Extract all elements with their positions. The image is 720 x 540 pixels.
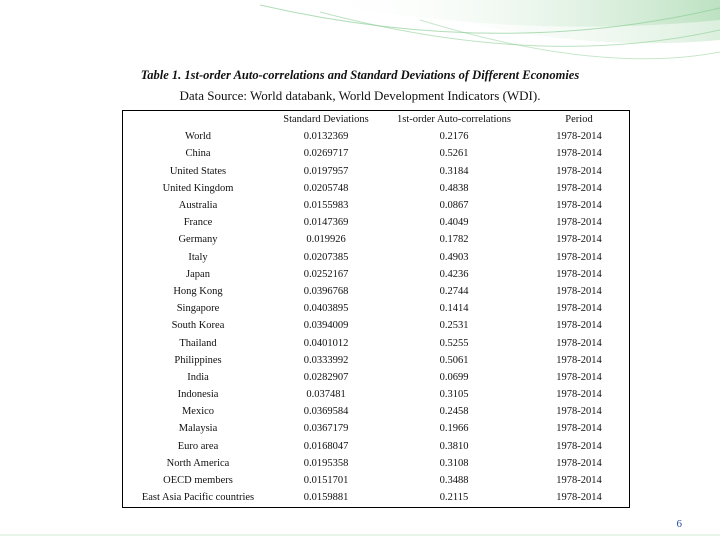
cell-autocorr: 0.5061: [439, 354, 469, 366]
header-std-dev: Standard Deviations: [283, 114, 369, 126]
table-row: [123, 334, 629, 351]
cell-std-dev: 0.0367179: [303, 423, 349, 435]
cell-economy: Germany: [178, 234, 218, 246]
table-row: [123, 283, 629, 300]
cell-period: 1978-2014: [556, 303, 602, 315]
cell-period: 1978-2014: [556, 182, 602, 194]
table-row: [123, 214, 629, 231]
cell-period: 1978-2014: [556, 337, 602, 349]
cell-autocorr: 0.1414: [439, 303, 469, 315]
cell-autocorr: 0.4903: [439, 251, 469, 263]
cell-economy: South Korea: [171, 320, 225, 332]
cell-std-dev: 0.019926: [306, 234, 346, 246]
page-number: 6: [676, 518, 682, 530]
cell-autocorr: 0.1782: [439, 234, 469, 246]
table-title: Table 1. 1st-order Auto-correlations and Standard Deviations of Different Economies: [140, 68, 580, 82]
cell-autocorr: 0.1966: [439, 423, 469, 435]
cell-economy: Thailand: [179, 337, 217, 349]
header-period: Period: [565, 114, 593, 126]
cell-std-dev: 0.0207385: [303, 251, 349, 263]
cell-economy: OECD members: [163, 475, 233, 487]
cell-economy: India: [187, 371, 209, 383]
cell-std-dev: 0.0252167: [303, 268, 349, 280]
cell-std-dev: 0.0159881: [303, 492, 349, 504]
cell-period: 1978-2014: [556, 492, 602, 504]
data-source-subtitle: Data Source: World databank, World Development Indicators (WDI).: [179, 88, 541, 103]
cell-autocorr: 0.2176: [439, 131, 469, 143]
cell-autocorr: 0.2744: [439, 285, 469, 297]
cell-std-dev: 0.0394009: [303, 320, 349, 332]
cell-std-dev: 0.0369584: [303, 406, 349, 418]
cell-economy: Singapore: [176, 303, 220, 315]
cell-period: 1978-2014: [556, 234, 602, 246]
cell-std-dev: 0.0205748: [303, 182, 349, 194]
table-row: [123, 420, 629, 437]
cell-period: 1978-2014: [556, 475, 602, 487]
cell-autocorr: 0.2458: [439, 406, 469, 418]
cell-economy: Italy: [188, 251, 208, 263]
cell-std-dev: 0.0269717: [303, 148, 349, 160]
cell-period: 1978-2014: [556, 217, 602, 229]
cell-std-dev: 0.0403895: [303, 303, 349, 315]
table-row: [123, 489, 629, 506]
table-row: [123, 403, 629, 420]
cell-economy: Philippines: [174, 354, 222, 366]
cell-autocorr: 0.2531: [439, 320, 469, 332]
header-autocorr: 1st-order Auto-correlations: [396, 114, 511, 126]
table-row: [123, 438, 629, 455]
cell-period: 1978-2014: [556, 371, 602, 383]
cell-period: 1978-2014: [556, 354, 602, 366]
cell-economy: World: [185, 131, 211, 143]
cell-autocorr: 0.3810: [439, 440, 469, 452]
cell-period: 1978-2014: [556, 200, 602, 212]
cell-period: 1978-2014: [556, 320, 602, 332]
cell-economy: France: [183, 217, 213, 229]
cell-economy: Australia: [178, 200, 218, 212]
cell-autocorr: 0.4236: [439, 268, 469, 280]
cell-economy: East Asia Pacific countries: [141, 492, 255, 504]
cell-economy: Mexico: [181, 406, 215, 418]
table-row: [123, 231, 629, 248]
cell-std-dev: 0.0132369: [303, 131, 349, 143]
table-row: [123, 266, 629, 283]
table-row: [123, 128, 629, 145]
cell-economy: Malaysia: [178, 423, 218, 435]
table-row: [123, 249, 629, 266]
cell-autocorr: 0.5255: [439, 337, 469, 349]
data-table: [122, 110, 630, 508]
cell-period: 1978-2014: [556, 148, 602, 160]
cell-std-dev: 0.0168047: [303, 440, 349, 452]
table-row: [123, 197, 629, 214]
cell-std-dev: 0.0333992: [303, 354, 349, 366]
cell-period: 1978-2014: [556, 423, 602, 435]
table-row: [123, 455, 629, 472]
table-row: [123, 352, 629, 369]
cell-autocorr: 0.3108: [439, 457, 469, 469]
cell-autocorr: 0.3488: [439, 475, 469, 487]
table-row: [123, 472, 629, 489]
cell-std-dev: 0.0147369: [303, 217, 349, 229]
cell-std-dev: 0.0197957: [303, 165, 349, 177]
cell-autocorr: 0.4838: [439, 182, 469, 194]
table-row: [123, 386, 629, 403]
table-header-row: [123, 111, 629, 128]
cell-std-dev: 0.037481: [306, 389, 346, 401]
cell-std-dev: 0.0282907: [303, 371, 349, 383]
cell-period: 1978-2014: [556, 285, 602, 297]
cell-period: 1978-2014: [556, 389, 602, 401]
cell-economy: Indonesia: [177, 389, 219, 401]
cell-economy: Japan: [186, 268, 210, 280]
cell-economy: Euro area: [177, 440, 219, 452]
cell-std-dev: 0.0401012: [303, 337, 349, 349]
table-row: [123, 369, 629, 386]
cell-economy: China: [185, 148, 211, 160]
cell-std-dev: 0.0396768: [303, 285, 349, 297]
table-row: [123, 163, 629, 180]
table-row: [123, 317, 629, 334]
cell-std-dev: 0.0151701: [303, 475, 349, 487]
cell-autocorr: 0.0867: [439, 200, 469, 212]
cell-period: 1978-2014: [556, 165, 602, 177]
cell-autocorr: 0.2115: [439, 492, 469, 504]
cell-economy: United States: [169, 165, 227, 177]
cell-period: 1978-2014: [556, 131, 602, 143]
cell-autocorr: 0.4049: [439, 217, 469, 229]
table-row: [123, 145, 629, 162]
cell-autocorr: 0.3105: [439, 389, 469, 401]
cell-autocorr: 0.5261: [439, 148, 469, 160]
cell-period: 1978-2014: [556, 251, 602, 263]
cell-std-dev: 0.0195358: [303, 457, 349, 469]
header-economy: [123, 111, 273, 128]
table-row: [123, 180, 629, 197]
cell-period: 1978-2014: [556, 268, 602, 280]
cell-std-dev: 0.0155983: [303, 200, 349, 212]
cell-economy: United Kingdom: [162, 182, 234, 194]
cell-period: 1978-2014: [556, 440, 602, 452]
cell-economy: Hong Kong: [173, 285, 223, 297]
cell-autocorr: 0.0699: [439, 371, 469, 383]
table-row: [123, 300, 629, 317]
cell-period: 1978-2014: [556, 457, 602, 469]
cell-economy: North America: [166, 457, 230, 469]
cell-period: 1978-2014: [556, 406, 602, 418]
cell-autocorr: 0.3184: [439, 165, 469, 177]
